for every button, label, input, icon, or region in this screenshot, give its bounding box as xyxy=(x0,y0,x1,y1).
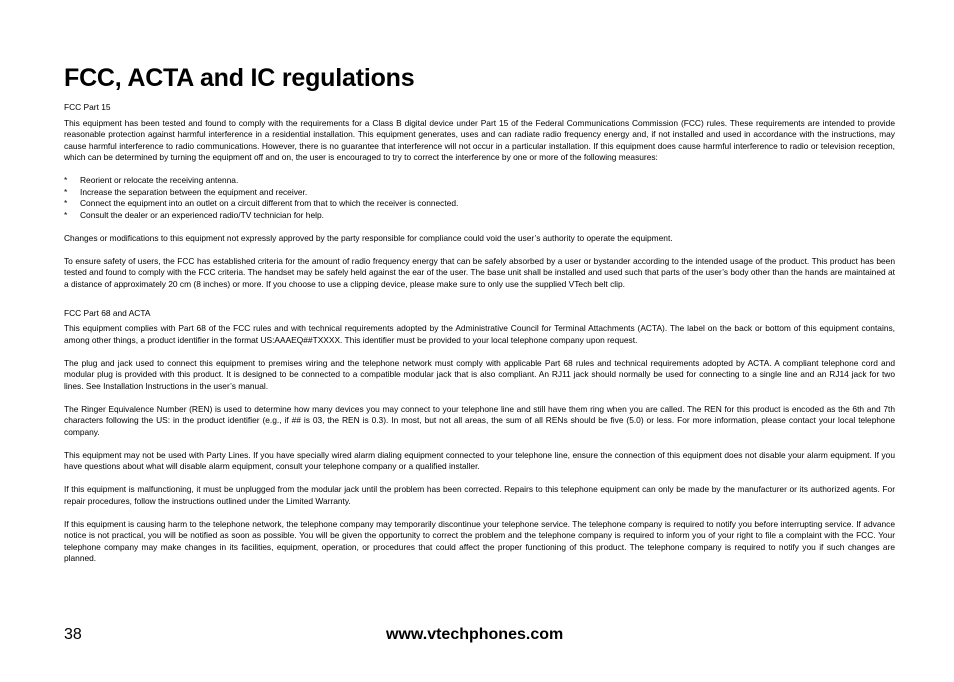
list-item: * Reorient or relocate the receiving antenna. xyxy=(64,175,239,185)
page-title: FCC, ACTA and IC regulations xyxy=(64,64,415,92)
bullet-asterisk: * xyxy=(64,209,68,220)
paragraph: To ensure safety of users, the FCC has established criteria for the amount of radio frequency energy that can be safely absorbed by a user or bystander according to the intended usage of the product. This product has been tested and found to comply with the FCC criteria. The handset may be safely held against the ear of the user. The base unit shall be installed and used such that parts of the user’s body other than the hands are maintained at a distance of approximately 20 cm (8 inches) or more. If you choose to use a clipping device, please make sure to only use the supplied VTech belt clip. xyxy=(64,255,895,289)
paragraph: The Ringer Equivalence Number (REN) is used to determine how many devices you may connect to your telephone line and still have them ring when you are called. The REN for this product is encoded as the 6th and 7th characters following the US: in the product identifier (e.g., if ## is 03, the REN is 0.3). In most, but not all areas, the sum of all RENs should be five (5.0) or less. For more information, please contact your local telephone company. xyxy=(64,403,895,437)
page-content xyxy=(64,60,895,565)
website-link[interactable]: www.vtechphones.com xyxy=(386,626,564,643)
paragraph: Changes or modifications to this equipment not expressly approved by the party responsible for compliance could void the user’s authority to operate the equipment. xyxy=(64,232,673,243)
paragraph: This equipment has been tested and found to comply with the requirements for a Class B digital device under Part 15 of the Federal Communications Commission (FCC) rules. These requirements are intended to provide reasonable protection against harmful interference in a residential installation. This equipment generates, uses and can radiate radio frequency energy and, if not installed and used in accordance with the instructions, may cause harmful interference to radio communications. However, there is no guarantee that interference will not occur in a particular installation. If this equipment does cause harmful interference to radio or television reception, which can be determined by turning the equipment off and on, the user is encouraged to try to correct the interference by one or more of the following measures: xyxy=(64,117,895,162)
section-heading-fcc-part-15: FCC Part 15 xyxy=(64,102,111,112)
paragraph: This equipment may not be used with Party Lines. If you have specially wired alarm dialing equipment connected to your telephone line, ensure the connection of this equipment does not disable your alarm equipment. If you have questions about what will disable alarm equipment, consult your telephone company or a qualified installer. xyxy=(64,449,895,471)
section-heading-fcc-part-68: FCC Part 68 and ACTA xyxy=(64,307,151,318)
page-number: 38 xyxy=(64,626,82,643)
bullet-asterisk: * xyxy=(64,175,68,185)
bullet-asterisk: * xyxy=(64,198,68,208)
paragraph: This equipment complies with Part 68 of the FCC rules and with technical requirements adopted by the Administrative Council for Terminal Attachments (ACTA). The label on the back or bottom of this equipment contains, among other things, a product identifier in the format US:AAAEQ##TXXXX. This identifier must be provided to your local telephone company upon request. xyxy=(64,323,895,345)
list-item: * Consult the dealer or an experienced radio/TV technician for help. xyxy=(64,209,324,220)
paragraph: If this equipment is malfunctioning, it must be unplugged from the modular jack until the problem has been corrected. Repairs to this telephone equipment can only be made by the manufacturer or its authorized agents. For repair procedures, follow the instructions outlined under the Limited Warranty. xyxy=(64,484,895,506)
list-item: * Connect the equipment into an outlet on a circuit different from that to which the receiver is connected. xyxy=(64,198,459,208)
paragraph: The plug and jack used to connect this equipment to premises wiring and the telephone network must comply with applicable Part 68 rules and technical requirements adopted by ACTA. A compliant telephone cord and modular plug is provided with this product. It is designed to be connected to a compatible modular jack that is also compliant. An RJ11 jack should normally be used for connecting to a single line and an RJ14 jack for two lines. See Installation Instructions in the user’s manual. xyxy=(64,357,895,391)
bullet-asterisk: * xyxy=(64,186,68,197)
paragraph: If this equipment is causing harm to the telephone network, the telephone company may temporarily discontinue your telephone service. The telephone company is required to notify you before interrupting service. If advance notice is not practical, you will be notified as soon as possible. You will be given the opportunity to correct the problem and the telephone company is required to inform you of your right to file a complaint with the FCC. Your telephone company may make changes in its facilities, equipment, operation, or procedures that could affect the proper functioning of this product. The telephone company is required to notify you if such changes are planned. xyxy=(64,518,895,563)
measures-list xyxy=(64,175,895,221)
list-item: * Increase the separation between the equipment and receiver. xyxy=(64,186,308,197)
